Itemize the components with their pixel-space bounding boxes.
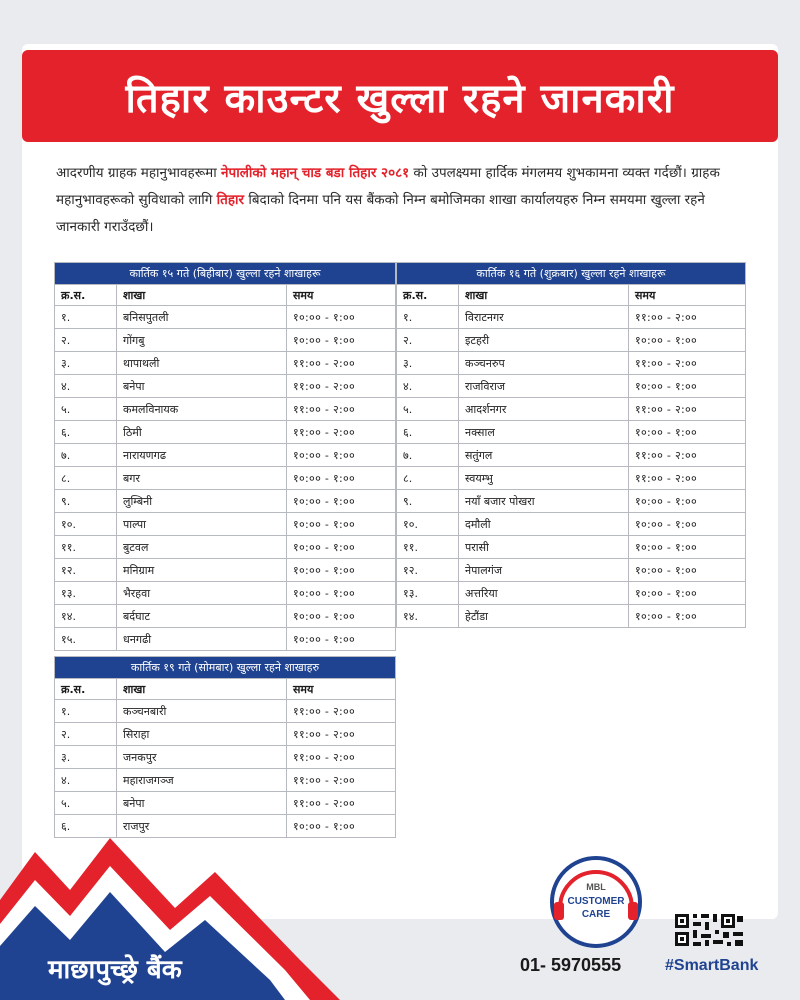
row-time: १०:०० - १:०० bbox=[287, 536, 396, 559]
table-row bbox=[397, 605, 746, 628]
table-row bbox=[55, 329, 396, 352]
table-row bbox=[397, 306, 746, 329]
row-serial: ११. bbox=[397, 536, 459, 559]
column-header-branch: शाखा bbox=[459, 285, 629, 306]
cc-line-2: CUSTOMER bbox=[567, 896, 625, 907]
row-serial: १०. bbox=[397, 513, 459, 536]
table-caption: कार्तिक १५ गते (बिहीबार) खुल्ला रहने शाखाहरू bbox=[55, 263, 396, 285]
row-serial: १२. bbox=[55, 559, 117, 582]
row-serial: ८. bbox=[55, 467, 117, 490]
table-row bbox=[55, 700, 396, 723]
table-row bbox=[397, 444, 746, 467]
row-serial: ३. bbox=[397, 352, 459, 375]
intro-highlight-festival: नेपालीको महान् चाड बडा तिहार २०८१ bbox=[221, 165, 410, 181]
row-serial: १२. bbox=[397, 559, 459, 582]
row-branch: महाराजगञ्ज bbox=[117, 769, 287, 792]
row-time: १०:०० - १:०० bbox=[629, 490, 746, 513]
row-branch: इटहरी bbox=[459, 329, 629, 352]
row-time: ११:०० - २:०० bbox=[629, 467, 746, 490]
table-row bbox=[55, 513, 396, 536]
table-row bbox=[397, 329, 746, 352]
table-row bbox=[55, 746, 396, 769]
row-serial: १. bbox=[55, 700, 117, 723]
row-time: ११:०० - २:०० bbox=[629, 398, 746, 421]
table-row bbox=[55, 536, 396, 559]
row-serial: ७. bbox=[397, 444, 459, 467]
row-time: १०:०० - १:०० bbox=[287, 559, 396, 582]
row-serial: ४. bbox=[55, 769, 117, 792]
row-time: ११:०० - २:०० bbox=[287, 375, 396, 398]
row-branch: पाल्पा bbox=[117, 513, 287, 536]
row-branch: बनेपा bbox=[117, 375, 287, 398]
row-time: १०:०० - १:०० bbox=[287, 329, 396, 352]
row-branch: नेपालगंज bbox=[459, 559, 629, 582]
row-branch: राजविराज bbox=[459, 375, 629, 398]
row-branch: विराटनगर bbox=[459, 306, 629, 329]
row-branch: राजपुर bbox=[117, 815, 287, 838]
table-row bbox=[397, 375, 746, 398]
table-row bbox=[55, 490, 396, 513]
intro-paragraph bbox=[56, 160, 746, 241]
row-time: १०:०० - १:०० bbox=[287, 628, 396, 651]
schedule-table-kartik-19 bbox=[54, 656, 396, 838]
row-time: ११:०० - २:०० bbox=[629, 444, 746, 467]
table-row bbox=[397, 490, 746, 513]
table-row bbox=[397, 421, 746, 444]
row-branch: कञ्चनरुप bbox=[459, 352, 629, 375]
row-time: १०:०० - १:०० bbox=[629, 536, 746, 559]
row-serial: ६. bbox=[55, 421, 117, 444]
column-header-time: समय bbox=[287, 285, 396, 306]
table-row bbox=[397, 467, 746, 490]
row-branch: बर्दघाट bbox=[117, 605, 287, 628]
table-row bbox=[397, 536, 746, 559]
row-serial: ९. bbox=[55, 490, 117, 513]
table-row bbox=[55, 352, 396, 375]
row-time: १०:०० - १:०० bbox=[287, 605, 396, 628]
row-time: १०:०० - १:०० bbox=[629, 559, 746, 582]
row-branch: जनकपुर bbox=[117, 746, 287, 769]
row-serial: १०. bbox=[55, 513, 117, 536]
row-serial: ८. bbox=[397, 467, 459, 490]
row-serial: २. bbox=[55, 723, 117, 746]
row-branch: बनेपा bbox=[117, 792, 287, 815]
row-branch: बगर bbox=[117, 467, 287, 490]
row-serial: ३. bbox=[55, 746, 117, 769]
qr-code-icon bbox=[675, 912, 745, 948]
table-row bbox=[55, 467, 396, 490]
row-serial: १३. bbox=[397, 582, 459, 605]
column-header-branch: शाखा bbox=[117, 285, 287, 306]
row-branch: थापाथली bbox=[117, 352, 287, 375]
row-serial: १४. bbox=[55, 605, 117, 628]
column-header-time: समय bbox=[287, 679, 396, 700]
row-branch: दमौली bbox=[459, 513, 629, 536]
row-serial: ४. bbox=[55, 375, 117, 398]
row-time: १०:०० - १:०० bbox=[629, 605, 746, 628]
row-branch: धनगढी bbox=[117, 628, 287, 651]
row-branch: हेटौंडा bbox=[459, 605, 629, 628]
row-serial: २. bbox=[397, 329, 459, 352]
table-row bbox=[397, 513, 746, 536]
table-row bbox=[55, 375, 396, 398]
cc-line-1: MBL bbox=[586, 882, 606, 892]
schedule-table-kartik-16 bbox=[396, 262, 746, 628]
row-branch: अत्तरिया bbox=[459, 582, 629, 605]
row-serial: १५. bbox=[55, 628, 117, 651]
customer-care-badge bbox=[546, 852, 646, 952]
row-serial: ५. bbox=[55, 792, 117, 815]
row-branch: सतुंगल bbox=[459, 444, 629, 467]
cc-line-3: CARE bbox=[581, 909, 611, 920]
row-branch: लुम्बिनी bbox=[117, 490, 287, 513]
row-time: ११:०० - २:०० bbox=[629, 352, 746, 375]
table-row bbox=[55, 605, 396, 628]
table-caption: कार्तिक १६ गते (शुक्रबार) खुल्ला रहने शाखाहरू bbox=[397, 263, 746, 285]
column-header-branch: शाखा bbox=[117, 679, 287, 700]
title-banner bbox=[22, 50, 778, 142]
table-row bbox=[55, 421, 396, 444]
row-time: ११:०० - २:०० bbox=[287, 398, 396, 421]
row-branch: नारायणगढ bbox=[117, 444, 287, 467]
row-time: १०:०० - १:०० bbox=[287, 513, 396, 536]
row-serial: ३. bbox=[55, 352, 117, 375]
row-time: ११:०० - २:०० bbox=[287, 746, 396, 769]
row-serial: ५. bbox=[55, 398, 117, 421]
table-row bbox=[55, 582, 396, 605]
row-serial: ४. bbox=[397, 375, 459, 398]
row-branch: नक्साल bbox=[459, 421, 629, 444]
row-time: १०:०० - १:०० bbox=[287, 467, 396, 490]
page-title: तिहार काउन्टर खुल्ला रहने जानकारी bbox=[125, 75, 675, 122]
row-time: १०:०० - १:०० bbox=[287, 444, 396, 467]
column-header-sn: क्र.स. bbox=[55, 679, 117, 700]
row-branch: भैरहवा bbox=[117, 582, 287, 605]
row-branch: परासी bbox=[459, 536, 629, 559]
row-serial: १४. bbox=[397, 605, 459, 628]
row-serial: ६. bbox=[397, 421, 459, 444]
column-header-sn: क्र.स. bbox=[55, 285, 117, 306]
row-branch: कमलविनायक bbox=[117, 398, 287, 421]
row-branch: सिराहा bbox=[117, 723, 287, 746]
row-branch: आदर्शनगर bbox=[459, 398, 629, 421]
intro-text-3: बिदाको दिनमा पनि यस बैंकको निम्न बमोजिमका शाखा कार्यालयहरु निम्न समयमा खुल्ला रहने जानकारी गराउँदछौं। bbox=[56, 192, 705, 235]
table-row bbox=[397, 352, 746, 375]
table-row bbox=[55, 628, 396, 651]
table-row bbox=[55, 398, 396, 421]
row-time: १०:०० - १:०० bbox=[629, 375, 746, 398]
bank-brand-name: माछापुच्छ्रे बैंक bbox=[48, 955, 182, 985]
row-branch: नयाँ बजार पोखरा bbox=[459, 490, 629, 513]
table-row bbox=[55, 769, 396, 792]
intro-text-2: को उपलक्ष्यमा हार्दिक मंगलमय शुभकामना व्यक्त गर्दछौं। ग्राहक महानुभावहरूको सुविधाको लागि bbox=[56, 165, 720, 208]
row-time: १०:०० - १:०० bbox=[629, 421, 746, 444]
row-serial: ५. bbox=[397, 398, 459, 421]
table-row bbox=[55, 444, 396, 467]
row-time: ११:०० - २:०० bbox=[287, 769, 396, 792]
row-branch: बनिसपुतली bbox=[117, 306, 287, 329]
row-serial: १. bbox=[397, 306, 459, 329]
table-row bbox=[397, 582, 746, 605]
row-serial: १. bbox=[55, 306, 117, 329]
row-time: ११:०० - २:०० bbox=[287, 352, 396, 375]
column-header-time: समय bbox=[629, 285, 746, 306]
table-row bbox=[55, 723, 396, 746]
row-branch: गोंगबु bbox=[117, 329, 287, 352]
row-time: १०:०० - १:०० bbox=[629, 582, 746, 605]
row-time: ११:०० - २:०० bbox=[287, 723, 396, 746]
smartbank-hashtag: #SmartBank bbox=[665, 957, 759, 974]
row-time: ११:०० - २:०० bbox=[287, 792, 396, 815]
row-branch: कञ्चनबारी bbox=[117, 700, 287, 723]
row-branch: ठिमी bbox=[117, 421, 287, 444]
row-serial: २. bbox=[55, 329, 117, 352]
table-row bbox=[397, 398, 746, 421]
table-caption: कार्तिक १९ गते (सोमबार) खुल्ला रहने शाखाहरु bbox=[55, 657, 396, 679]
table-row bbox=[397, 559, 746, 582]
row-time: १०:०० - १:०० bbox=[287, 306, 396, 329]
row-time: १०:०० - १:०० bbox=[629, 513, 746, 536]
row-time: ११:०० - २:०० bbox=[287, 421, 396, 444]
row-time: १०:०० - १:०० bbox=[287, 815, 396, 838]
row-serial: ६. bbox=[55, 815, 117, 838]
row-time: १०:०० - १:०० bbox=[287, 582, 396, 605]
row-time: १०:०० - १:०० bbox=[629, 329, 746, 352]
schedule-table-kartik-15 bbox=[54, 262, 396, 651]
row-time: १०:०० - १:०० bbox=[287, 490, 396, 513]
table-row bbox=[55, 306, 396, 329]
row-time: ११:०० - २:०० bbox=[287, 700, 396, 723]
table-row bbox=[55, 792, 396, 815]
row-branch: बुटवल bbox=[117, 536, 287, 559]
column-header-sn: क्र.स. bbox=[397, 285, 459, 306]
row-serial: ७. bbox=[55, 444, 117, 467]
customer-care-phone[interactable]: 01- 5970555 bbox=[520, 955, 622, 975]
intro-text-1: आदरणीय ग्राहक महानुभावहरूमा bbox=[56, 165, 222, 181]
row-serial: १३. bbox=[55, 582, 117, 605]
table-row bbox=[55, 559, 396, 582]
intro-highlight-tihar: तिहार bbox=[216, 192, 245, 208]
row-serial: ११. bbox=[55, 536, 117, 559]
row-branch: स्वयम्भु bbox=[459, 467, 629, 490]
row-branch: मनिग्राम bbox=[117, 559, 287, 582]
row-serial: ९. bbox=[397, 490, 459, 513]
row-time: ११:०० - २:०० bbox=[629, 306, 746, 329]
